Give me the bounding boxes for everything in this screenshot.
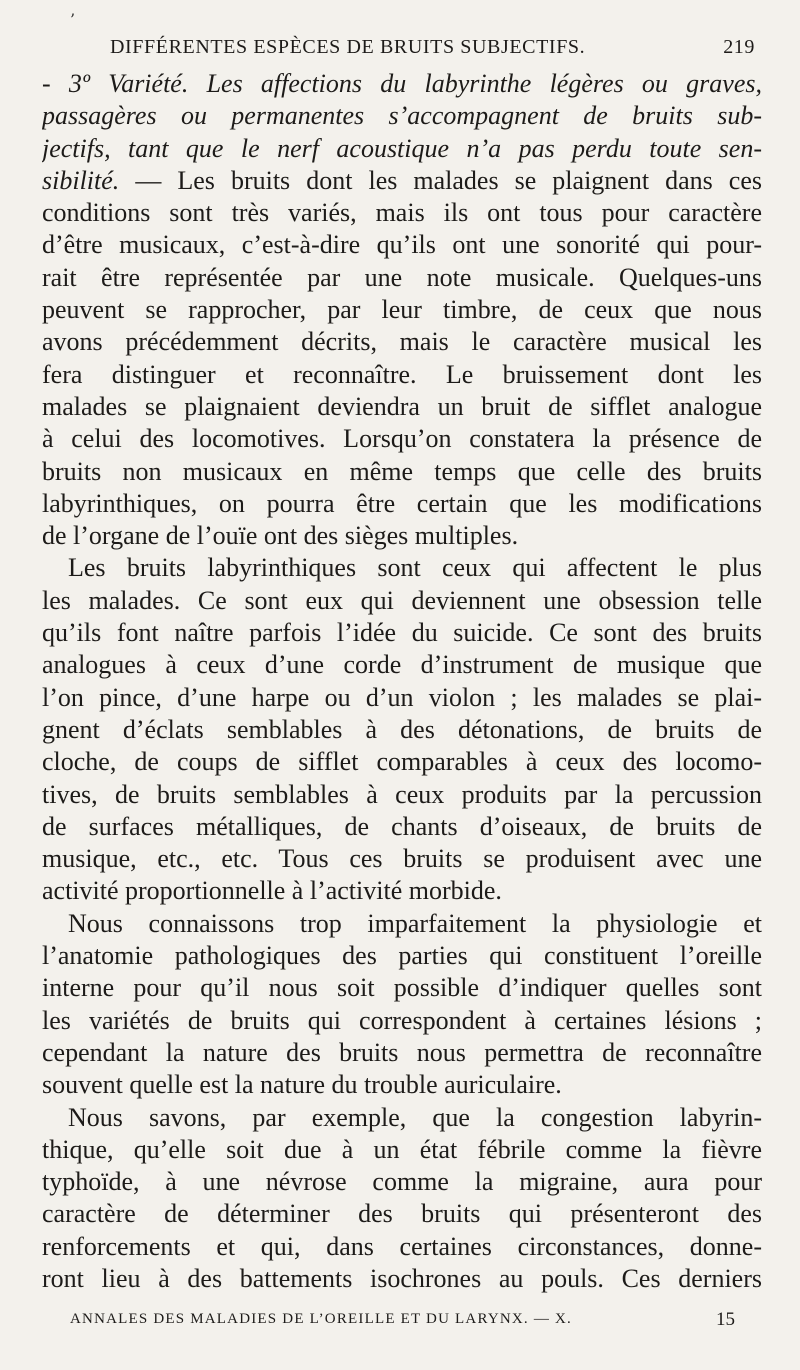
paragraph (42, 1102, 762, 1296)
text-line (42, 165, 762, 197)
stray-mark: ’ (70, 10, 76, 29)
text-line (42, 100, 762, 132)
text-line: gnent d’éclats semblables à des détonations, de bruits de (42, 714, 762, 744)
text-line: thique, qu’elle soit due à un état fébrile comme la fièvre (42, 1134, 762, 1164)
body-text (42, 68, 762, 1295)
text-line: musique, etc., etc. Tous ces bruits se produisent avec une (42, 844, 762, 874)
roman-text: — Les bruits dont les malades se plaignent dans ces (119, 165, 762, 195)
paragraph (42, 68, 762, 552)
text-line: qu’ils font naître parfois l’idée du suicide. Ce sont des bruits (42, 618, 762, 648)
text-line: rait être représentée par une note musicale. Quelques-uns (42, 262, 762, 292)
text-line: ront lieu à des battements isochrones au pouls. Ces derniers (42, 1263, 762, 1293)
text-line: renforcements et qui, dans certaines circonstances, donne- (42, 1231, 762, 1261)
text-line: avons précédemment décrits, mais le caractère musical les (42, 327, 762, 357)
text-line: interne pour qu’il nous soit possible d’indiquer quelles sont (42, 973, 762, 1003)
italic-text: - 3º Variété. Les affections du labyrinthe légères ou graves, (42, 69, 762, 98)
text-line: analogues à ceux d’une corde d’instrument de musique que (42, 650, 762, 680)
text-line: labyrinthiques, on pourra être certain que les modifications (42, 488, 762, 518)
text-line: les malades. Ce sont eux qui deviennent une obsession telle (42, 585, 762, 615)
running-head (110, 36, 755, 59)
paragraph (42, 552, 762, 907)
running-head-title: DIFFÉRENTES ESPÈCES DE BRUITS SUBJECTIFS. (110, 36, 586, 58)
italic-text: passagères ou permanentes s’accompagnent de bruits sub- (42, 101, 762, 131)
text-line (42, 133, 762, 165)
text-line: d’être musicaux, c’est-à-dire qu’ils ont une sonorité qui pour- (42, 230, 762, 260)
text-line: bruits non musicaux en même temps que celle des bruits (42, 456, 762, 486)
text-line: de surfaces métalliques, de chants d’oiseaux, de bruits de (42, 811, 762, 841)
text-line: conditions sont très variés, mais ils ont tous pour caractère (42, 198, 762, 228)
text-line: peuvent se rapprocher, par leur timbre, de ceux que nous (42, 295, 762, 325)
text-line: l’anatomie pathologiques des parties qui constituent l’oreille (42, 941, 762, 971)
text-line: malades se plaignaient deviendra un bruit de sifflet analogue (42, 391, 762, 421)
text-line: cependant la nature des bruits nous permettra de reconnaître (42, 1037, 762, 1067)
italic-text: sibilité. (42, 165, 120, 195)
page-footer (70, 1311, 735, 1328)
text-line (42, 68, 762, 100)
text-line: de l’organe de l’ouïe ont des sièges multiples. (42, 521, 519, 551)
text-line: souvent quelle est la nature du trouble auriculaire. (42, 1070, 562, 1100)
text-line: Nous connaissons trop imparfaitement la physiologie et (68, 908, 762, 938)
text-line: typhoïde, à une névrose comme la migraine, aura pour (42, 1167, 762, 1197)
text-line: cloche, de coups de sifflet comparables à ceux des locomo- (42, 747, 762, 777)
text-line: l’on pince, d’une harpe ou d’un violon ; les malades se plai- (42, 682, 762, 712)
text-line: activité proportionnelle à l’activité morbide. (42, 876, 502, 906)
text-line: Les bruits labyrinthiques sont ceux qui affectent le plus (68, 553, 762, 583)
journal-title: ANNALES DES MALADIES DE L’OREILLE ET DU LARYNX. — X. (70, 1311, 572, 1327)
text-line: tives, de bruits semblables à ceux produits par la percussion (42, 779, 762, 809)
text-line: à celui des locomotives. Lorsqu’on constatera la présence de (42, 424, 762, 454)
italic-text: jectifs, tant que le nerf acoustique n’a pas perdu toute sen- (42, 133, 762, 163)
paragraph (42, 908, 762, 1102)
text-line: Nous savons, par exemple, que la congestion labyrin- (68, 1102, 762, 1132)
text-line: caractère de déterminer des bruits qui présenteront des (42, 1199, 762, 1229)
text-line: fera distinguer et reconnaître. Le bruissement dont les (42, 359, 762, 389)
signature-mark: 15 (716, 1309, 735, 1330)
page-number: 219 (723, 36, 755, 58)
text-line: les variétés de bruits qui correspondent à certaines lésions ; (42, 1005, 762, 1035)
